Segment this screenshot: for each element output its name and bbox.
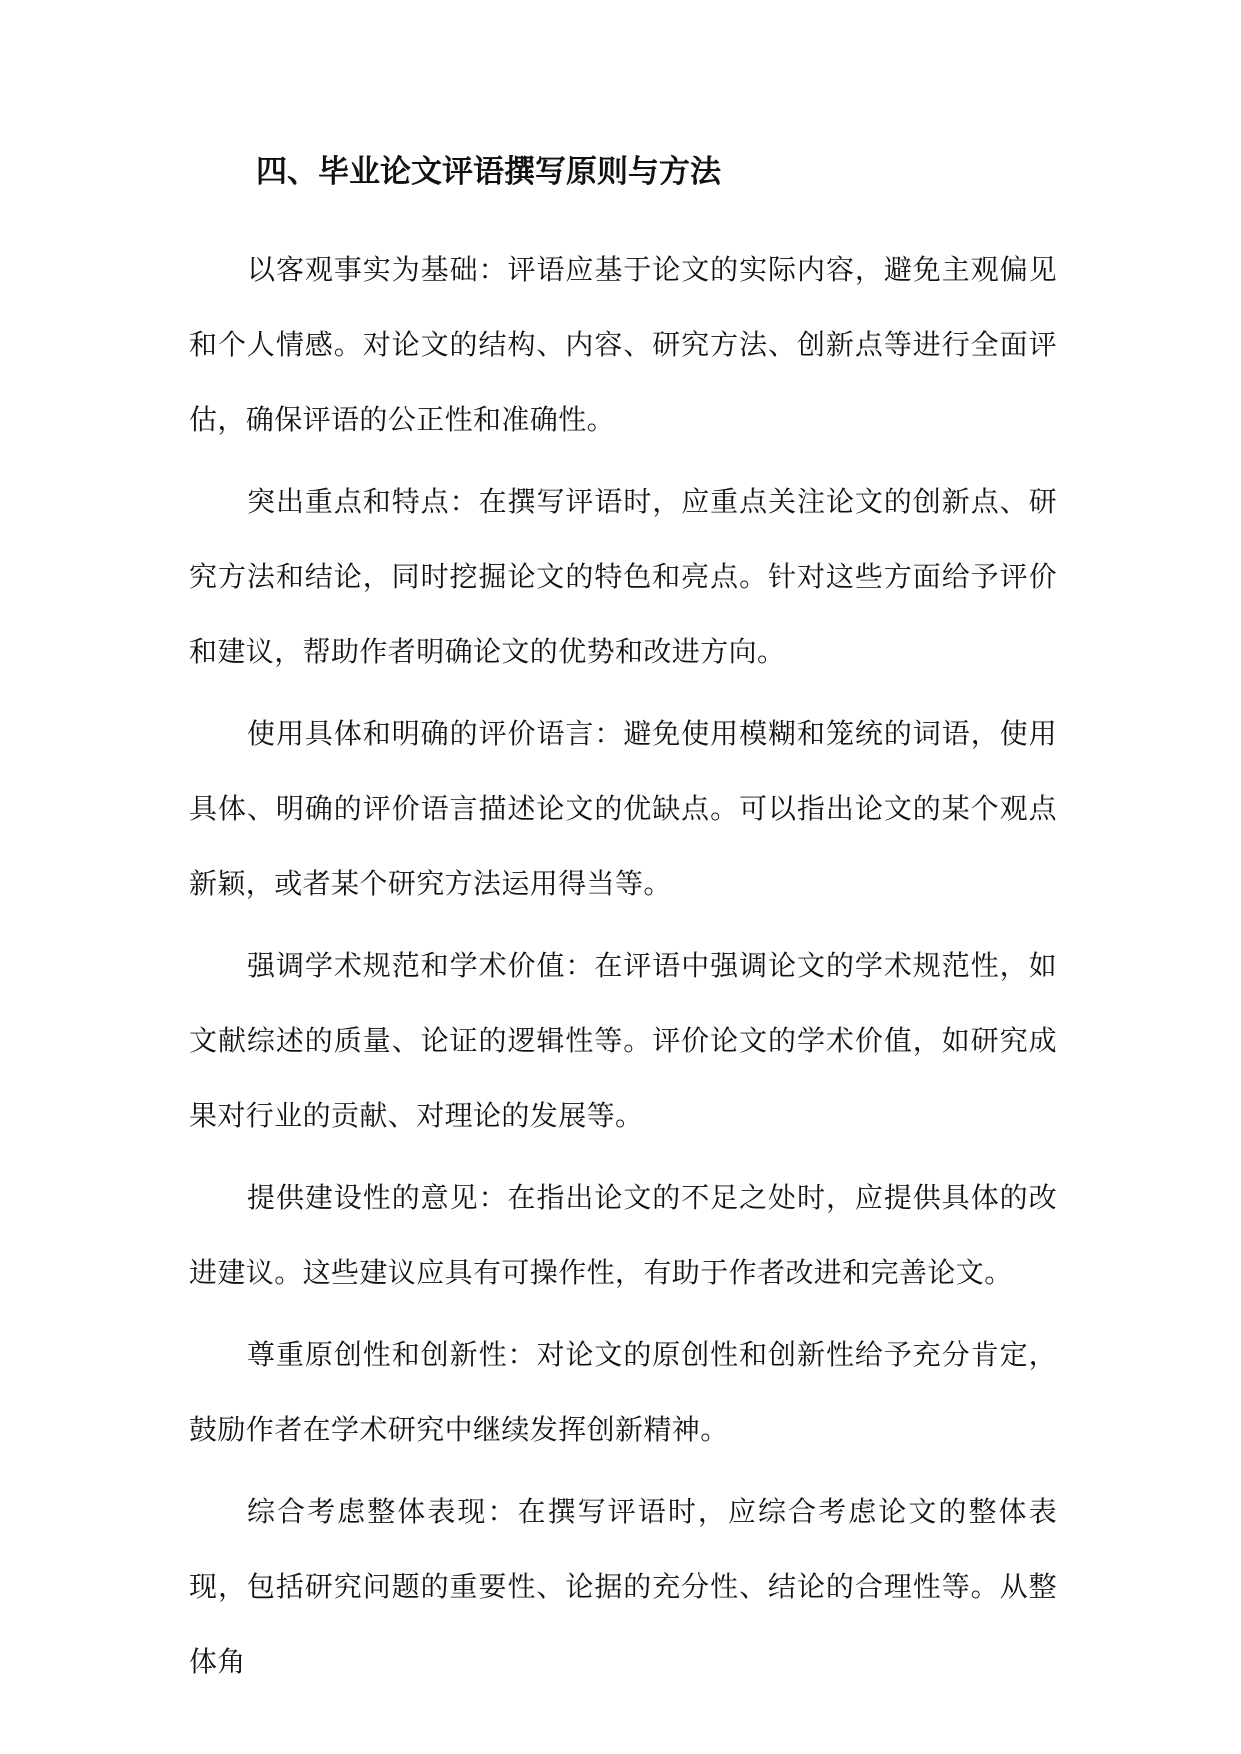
paragraph-academic-norms: 强调学术规范和学术价值：在评语中强调论文的学术规范性，如文献综述的质量、论证的逻辑性等。评价论文的学术价值，如研究成果对行业的贡献、对理论的发展等。 bbox=[189, 949, 1057, 1132]
paragraph-overall-performance: 综合考虑整体表现：在撰写评语时，应综合考虑论文的整体表现，包括研究问题的重要性、论据的充分性、结论的合理性等。从整体角 bbox=[189, 1495, 1057, 1678]
body-text bbox=[189, 232, 1057, 1706]
paragraph-specific-language: 使用具体和明确的评价语言：避免使用模糊和笼统的词语，使用具体、明确的评价语言描述论文的优缺点。可以指出论文的某个观点新颖，或者某个研究方法运用得当等。 bbox=[189, 717, 1057, 900]
section-heading: 四、毕业论文评语撰写原则与方法 bbox=[256, 154, 721, 190]
paragraph-highlight-points: 突出重点和特点：在撰写评语时，应重点关注论文的创新点、研究方法和结论，同时挖掘论文的特色和亮点。针对这些方面给予评价和建议，帮助作者明确论文的优势和改进方向。 bbox=[189, 485, 1057, 668]
paragraph-objective-facts: 以客观事实为基础：评语应基于论文的实际内容，避免主观偏见和个人情感。对论文的结构、内容、研究方法、创新点等进行全面评估，确保评语的公正性和准确性。 bbox=[189, 253, 1057, 436]
paragraph-constructive-advice: 提供建设性的意见：在指出论文的不足之处时，应提供具体的改进建议。这些建议应具有可操作性，有助于作者改进和完善论文。 bbox=[189, 1181, 1057, 1289]
paragraph-originality: 尊重原创性和创新性：对论文的原创性和创新性给予充分肯定，鼓励作者在学术研究中继续发挥创新精神。 bbox=[189, 1338, 1057, 1446]
